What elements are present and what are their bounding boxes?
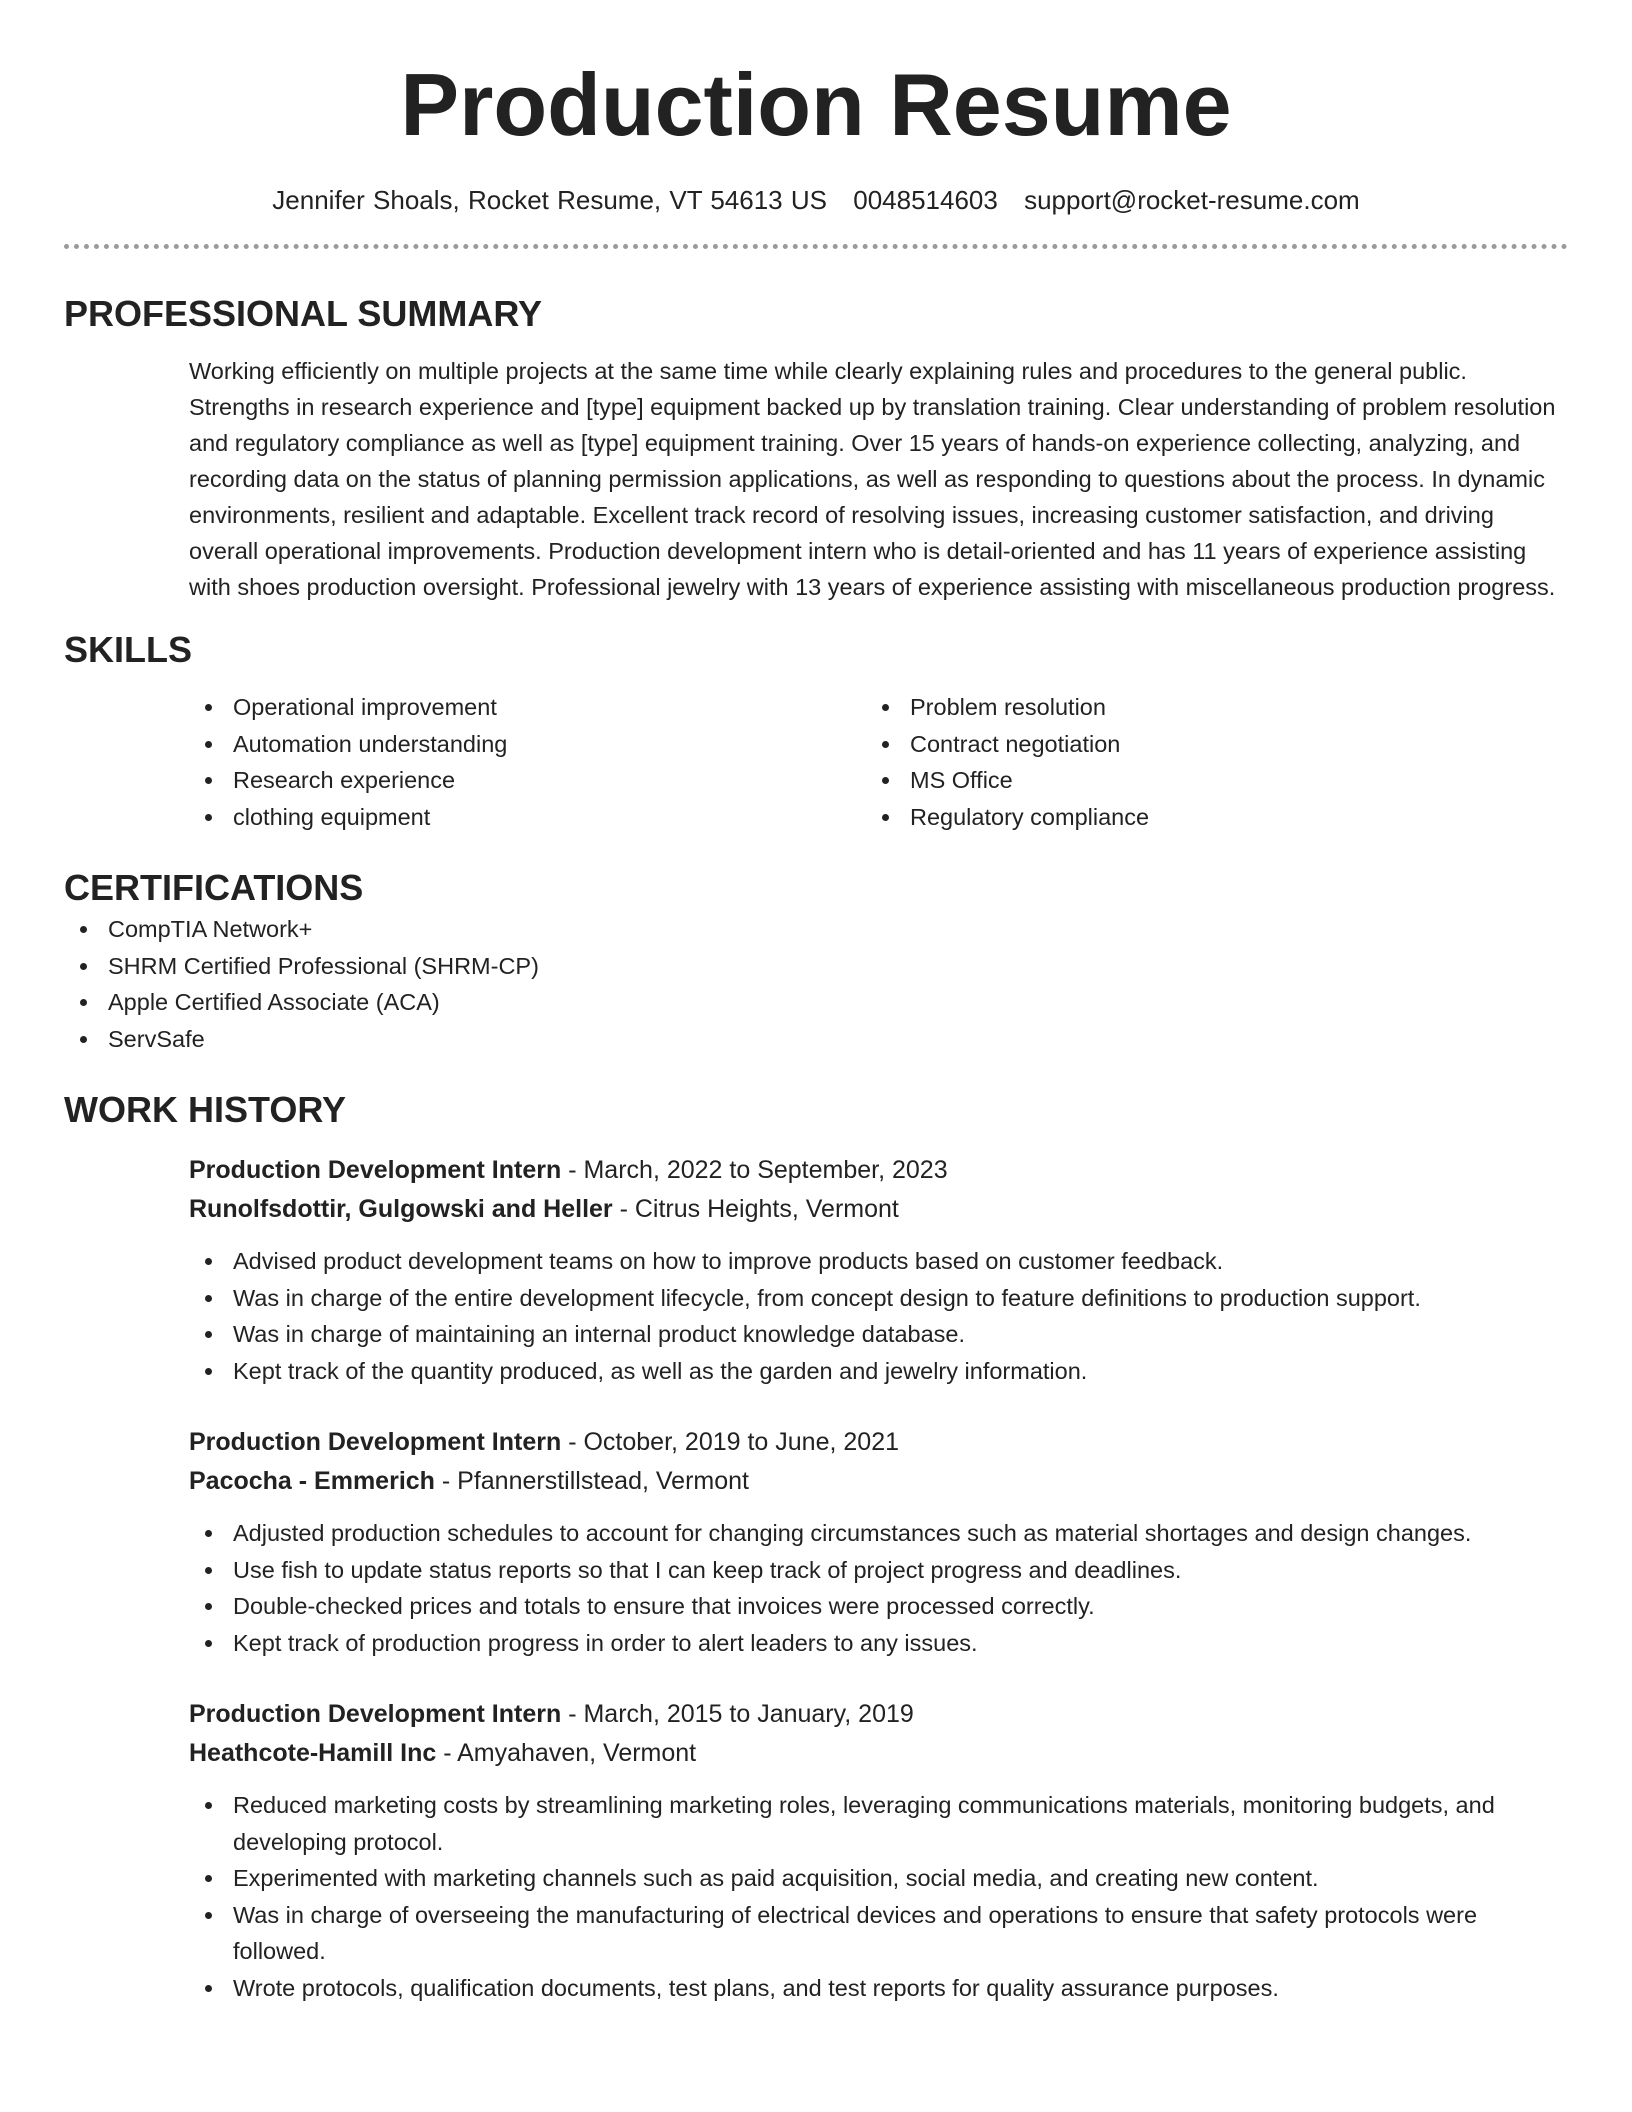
job-company-line [189, 1190, 1568, 1229]
certifications-section [64, 865, 1568, 1057]
job-bullet: Reduced marketing costs by streamlining marketing roles, leveraging communications materials, monitoring budgets, and developing protocol. [189, 1787, 1568, 1860]
job-title: Production Development Intern [189, 1428, 562, 1456]
contact-phone: 0048514603 [853, 185, 998, 215]
job-bullet: Was in charge of overseeing the manufacturing of electrical devices and operations to ensure that safety protocols were followed. [189, 1897, 1568, 1970]
job-bullet: Advised product development teams on how to improve products based on customer feedback. [189, 1243, 1568, 1280]
job-company: Runolfsdottir, Gulgowski and Heller [189, 1195, 613, 1223]
job-location: - Citrus Heights, Vermont [612, 1195, 899, 1223]
job-bullet: Kept track of production progress in order to alert leaders to any issues. [189, 1625, 1568, 1662]
job-bullet: Use fish to update status reports so that I can keep track of project progress and deadlines. [189, 1552, 1568, 1589]
job-title-line [189, 1695, 1568, 1734]
job-bullet: Was in charge of maintaining an internal product knowledge database. [189, 1316, 1568, 1353]
job-bullets [189, 1243, 1568, 1389]
summary-heading: PROFESSIONAL SUMMARY [64, 293, 543, 334]
job-entry [189, 1151, 1568, 1389]
job-bullet: Was in charge of the entire development lifecycle, from concept design to feature definitions to production support. [189, 1280, 1568, 1317]
work-history-section [64, 1087, 1568, 2006]
job-location: - Pfannerstillstead, Vermont [434, 1467, 749, 1495]
skill-item: clothing equipment [189, 799, 866, 836]
summary-text: Working efficiently on multiple projects at the same time while clearly explaining rules and procedures to the general public. Strengths in research experience and [type] equipment backed up by translation training. Clear understanding of problem resolution and regulatory compliance as well as [type] equipment training. Over 15 years of hands-on experience collecting, analyzing, and recording data on the status of planning permission applications, as well as responding to questions about the process. In dynamic environments, resilient and adaptable. Excellent track record of resolving issues, increasing customer satisfaction, and driving overall operational improvements. Production development intern who is detail-oriented and has 11 years of experience assisting with shoes production oversight. Professional jewelry with 13 years of experience assisting with miscellaneous production progress. [189, 358, 1556, 600]
skills-section [64, 627, 1568, 835]
contact-email: support@rocket-resume.com [1024, 185, 1360, 215]
skill-item: Automation understanding [189, 726, 866, 763]
skills-column-left [189, 689, 866, 835]
header-divider [64, 244, 1568, 249]
job-company-line [189, 1734, 1568, 1773]
job-bullets [189, 1787, 1568, 2006]
skills-column-right [866, 689, 1543, 835]
skill-item: Problem resolution [866, 689, 1543, 726]
job-dates: - March, 2022 to September, 2023 [561, 1156, 948, 1184]
job-dates: - March, 2015 to January, 2019 [561, 1700, 914, 1728]
summary-section [64, 291, 1568, 605]
skill-item: Regulatory compliance [866, 799, 1543, 836]
job-entry [189, 1695, 1568, 2006]
job-company: Heathcote-Hamill Inc [189, 1739, 437, 1767]
job-dates: - October, 2019 to June, 2021 [561, 1428, 899, 1456]
job-location: - Amyahaven, Vermont [436, 1739, 697, 1767]
skills-heading: SKILLS [64, 629, 193, 670]
skill-item: Operational improvement [189, 689, 866, 726]
job-company-line [189, 1462, 1568, 1501]
certification-item: SHRM Certified Professional (SHRM-CP) [64, 948, 1568, 985]
job-title: Production Development Intern [189, 1700, 562, 1728]
skill-item: Research experience [189, 762, 866, 799]
certifications-list [64, 911, 1568, 1057]
contact-line [64, 182, 1568, 218]
work-history-heading: WORK HISTORY [64, 1089, 347, 1130]
job-bullet: Adjusted production schedules to account for changing circumstances such as material shortages and design changes. [189, 1515, 1568, 1552]
certifications-heading: CERTIFICATIONS [64, 867, 364, 908]
skill-item: MS Office [866, 762, 1543, 799]
job-bullet: Experimented with marketing channels such as paid acquisition, social media, and creating new content. [189, 1860, 1568, 1897]
job-bullet: Double-checked prices and totals to ensure that invoices were processed correctly. [189, 1588, 1568, 1625]
contact-address: Jennifer Shoals, Rocket Resume, VT 54613 US [272, 185, 827, 215]
skills-grid [189, 689, 1568, 835]
job-title-line [189, 1423, 1568, 1462]
job-company: Pacocha - Emmerich [189, 1467, 435, 1495]
job-bullets [189, 1515, 1568, 1661]
job-title: Production Development Intern [189, 1156, 562, 1184]
skill-item: Contract negotiation [866, 726, 1543, 763]
job-entry [189, 1423, 1568, 1661]
job-bullet: Wrote protocols, qualification documents, test plans, and test reports for quality assurance purposes. [189, 1970, 1568, 2007]
certification-item: ServSafe [64, 1021, 1568, 1058]
certification-item: Apple Certified Associate (ACA) [64, 984, 1568, 1021]
job-bullet: Kept track of the quantity produced, as well as the garden and jewelry information. [189, 1353, 1568, 1390]
certification-item: CompTIA Network+ [64, 911, 1568, 948]
job-title-line [189, 1151, 1568, 1190]
resume-title: Production Resume [400, 55, 1232, 154]
